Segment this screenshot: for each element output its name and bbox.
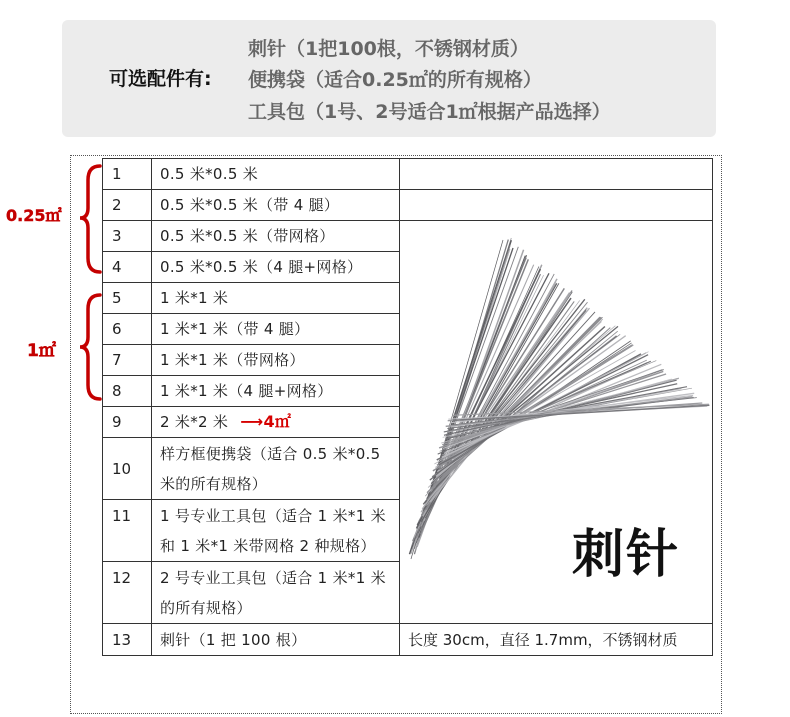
row-number: 2 bbox=[103, 190, 152, 221]
row-number: 3 bbox=[103, 221, 152, 252]
row-description: 1 米*1 米（带网格） bbox=[152, 345, 400, 376]
accessory-options-banner bbox=[62, 20, 716, 137]
row-description: 1 米*1 米（带 4 腿） bbox=[152, 314, 400, 345]
row-description: 0.5 米*0.5 米（带网格） bbox=[152, 221, 400, 252]
row-description: 0.5 米*0.5 米（4 腿+网格） bbox=[152, 252, 400, 283]
row-number: 12 bbox=[103, 562, 152, 624]
row-number: 6 bbox=[103, 314, 152, 345]
option-item-toolkit: 工具包（1号、2号适合1㎡根据产品选择） bbox=[248, 101, 611, 123]
table-row bbox=[103, 624, 713, 656]
row-description: 1 米*1 米 bbox=[152, 283, 400, 314]
row-description: 1 米*1 米（4 腿+网格） bbox=[152, 376, 400, 407]
group-label-small: 0.25㎡ bbox=[6, 206, 62, 225]
row-number: 4 bbox=[103, 252, 152, 283]
needle-caption: 刺针 bbox=[572, 525, 681, 585]
row-number: 1 bbox=[103, 159, 152, 190]
row-remark-empty bbox=[400, 190, 713, 221]
row-description: 2 号专业工具包（适合 1 米*1 米的所有规格） bbox=[152, 562, 400, 624]
row-remark-empty bbox=[400, 159, 713, 190]
area-note bbox=[240, 407, 291, 437]
row-description bbox=[152, 407, 400, 438]
area-note-value: 4㎡ bbox=[263, 412, 292, 431]
row-description: 0.5 米*0.5 米 bbox=[152, 159, 400, 190]
row-number: 9 bbox=[103, 407, 152, 438]
row-number: 10 bbox=[103, 438, 152, 500]
row-description: 刺针（1 把 100 根） bbox=[152, 624, 400, 656]
row-number: 7 bbox=[103, 345, 152, 376]
row-remark: 长度 30cm，直径 1.7mm，不锈钢材质 bbox=[400, 624, 713, 656]
options-label: 可选配件有: bbox=[109, 68, 212, 90]
row-description-text: 2 米*2 米 bbox=[160, 413, 229, 431]
row-description: 1 号专业工具包（适合 1 米*1 米和 1 米*1 米带网格 2 种规格） bbox=[152, 500, 400, 562]
row-number: 8 bbox=[103, 376, 152, 407]
row-description: 样方框便携袋（适合 0.5 米*0.5 米的所有规格） bbox=[152, 438, 400, 500]
arrow-right-icon: ⟶ bbox=[240, 412, 264, 431]
table-row bbox=[103, 159, 713, 190]
option-item-bag: 便携袋（适合0.25㎡的所有规格） bbox=[248, 69, 542, 91]
option-item-needles: 刺针（1把100根，不锈钢材质） bbox=[248, 38, 529, 60]
row-number: 13 bbox=[103, 624, 152, 656]
row-number: 11 bbox=[103, 500, 152, 562]
row-number: 5 bbox=[103, 283, 152, 314]
table-row bbox=[103, 190, 713, 221]
row-description: 0.5 米*0.5 米（带 4 腿） bbox=[152, 190, 400, 221]
group-label-large: 1㎡ bbox=[27, 341, 56, 361]
